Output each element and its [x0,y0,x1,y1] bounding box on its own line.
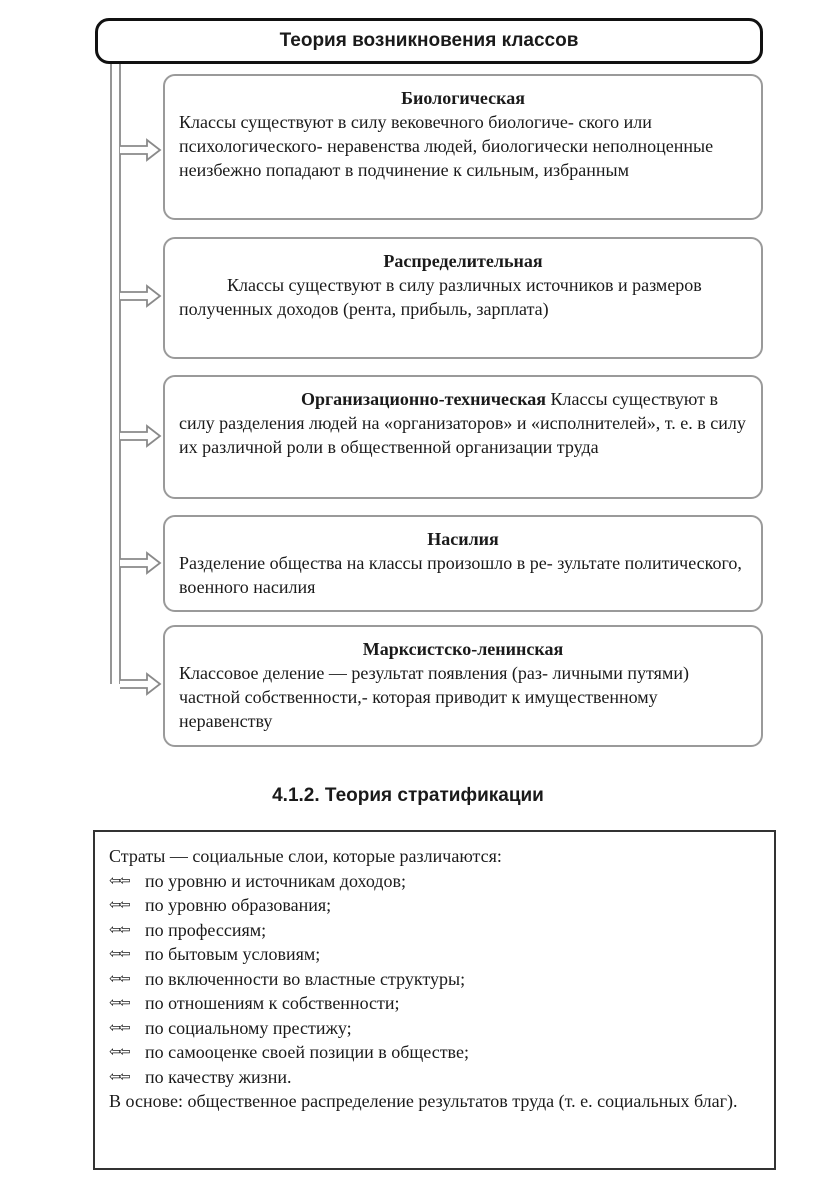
theory-title: Распределительная [383,251,543,271]
theory-text: Разделение общества на классы произошло в ре- зультате политического, военного насилия [179,553,742,597]
theory-title: Марксистско-ленинская [362,639,564,659]
list-item: ⇦⇦ по самооценке своей позиции в обществе; [109,1040,760,1065]
arrow-group [120,140,160,694]
strata-intro: Страты — социальные слои, которые различаются: [109,846,502,866]
theory-text: Классы существуют в силу различных источников и размеров полученных доходов (рента, прибыль, зарплата) [179,275,702,319]
double-left-arrow-icon: ⇦⇦ [109,1044,129,1060]
double-left-arrow-icon: ⇦⇦ [109,995,129,1011]
double-left-arrow-icon: ⇦⇦ [109,1068,129,1085]
list-item: ⇦⇦ по профессиям; [109,918,760,943]
branch-arrow-icon [120,553,160,573]
double-left-arrow-icon: ⇦⇦ [109,946,129,962]
double-left-arrow-icon: ⇦⇦ [109,970,129,987]
list-item: ⇦⇦ по уровню и источникам доходов; [109,869,760,894]
branch-arrow-icon [120,140,160,160]
theory-card-biological [163,74,763,220]
branch-arrow-icon [120,426,160,446]
theory-text: Классы существуют в силу разделения людей на «организаторов» и «исполнителей», т. е. в силу их различной роли в общественной организации труда [179,389,746,457]
list-item: ⇦⇦ по отношениям к собственности; [109,991,760,1016]
double-left-arrow-icon: ⇦⇦ [109,872,129,889]
list-item: ⇦⇦ по качеству жизни. [109,1065,760,1090]
strata-list [109,869,760,1090]
theory-card-marxist [163,625,763,747]
strata-box [93,830,776,1170]
theory-card-organizational [163,375,763,499]
theory-text: Классы существуют в силу вековечного биологиче- ского или психологического- неравенства людей, биологически неполноценные неизбежно попадают в подчинение к сильным, избранным [179,112,714,180]
list-item: ⇦⇦ по социальному престижу; [109,1016,760,1041]
theory-title: Биологическая [401,88,525,108]
theory-text: Классовое деление — результат появления (раз- личными путями) частной собственности,- которая приводит к имущественному неравенству [179,663,689,731]
double-left-arrow-icon: ⇦⇦ [109,1019,129,1036]
list-item: ⇦⇦ по бытовым условиям; [109,942,760,967]
branch-arrow-icon [120,674,160,694]
strata-conclusion: В основе: общественное распределение результатов труда (т. е. социальных благ). [109,1091,738,1111]
list-item: ⇦⇦ по уровню образования; [109,893,760,918]
theory-title: Насилия [427,529,499,549]
theory-title: Организационно-техническая [301,389,547,409]
branch-arrow-icon [120,286,160,306]
double-left-arrow-icon: ⇦⇦ [109,897,129,913]
section-heading: 4.1.2. Теория стратификации [272,785,544,806]
theory-card-violence [163,515,763,612]
theory-card-distributive [163,237,763,359]
double-left-arrow-icon: ⇦⇦ [109,921,129,938]
list-item: ⇦⇦ по включенности во властные структуры; [109,967,760,992]
diagram-title: Теория возникновения классов [95,18,763,64]
